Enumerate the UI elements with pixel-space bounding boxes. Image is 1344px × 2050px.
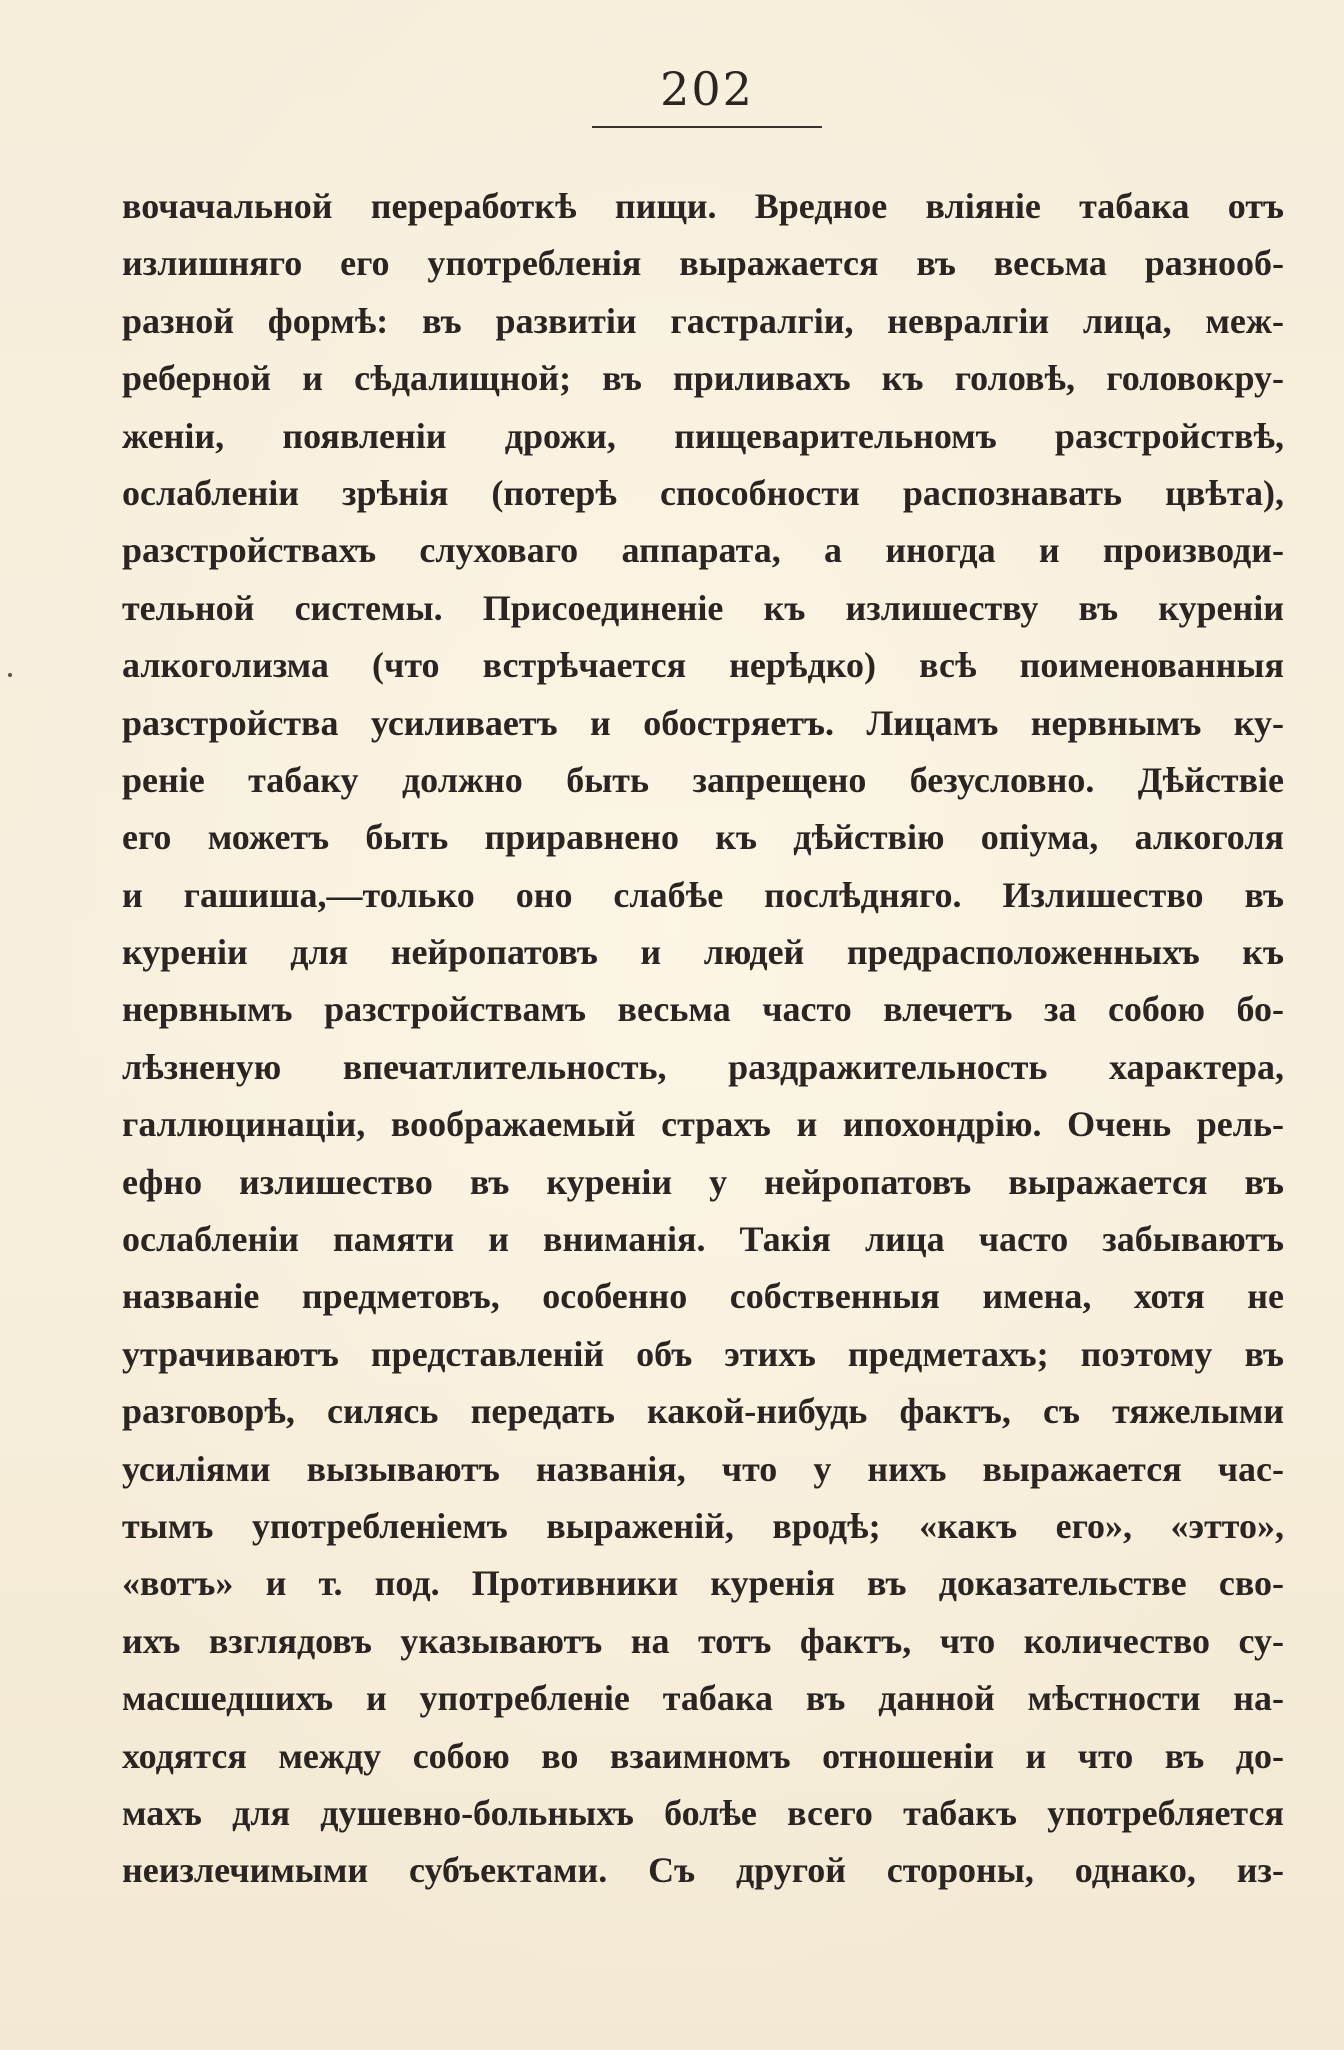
text-line: неизлечимыми субъектами. Съ другой стороны, однако, из- — [122, 1850, 1284, 1891]
text-line: ихъ взглядовъ указываютъ на тотъ фактъ, что количество су- — [122, 1620, 1284, 1661]
text-line: ослабленіи памяти и вниманія. Такія лица часто забываютъ — [122, 1219, 1284, 1260]
body-text — [122, 178, 1284, 1900]
text-line: разстройствахъ слуховаго аппарата, а иногда и производи- — [122, 530, 1284, 571]
text-line: реберной и сѣдалищной; въ приливахъ къ головѣ, головокру- — [122, 358, 1284, 399]
text-line: алкоголизма (что встрѣчается нерѣдко) всѣ поименованныя — [122, 645, 1284, 686]
text-line: махъ для душевно-больныхъ болѣе всего табакъ употребляется — [122, 1792, 1284, 1833]
text-line: реніе табаку должно быть запрещено безусловно. Дѣйствіе — [122, 759, 1284, 800]
text-line: куреніи для нейропатовъ и людей предрасположенныхъ къ — [122, 932, 1284, 973]
text-line: разговорѣ, силясь передать какой-нибудь фактъ, съ тяжелыми — [122, 1391, 1284, 1432]
text-line: усиліями вызываютъ названія, что у нихъ выражается час- — [122, 1448, 1284, 1489]
text-line: лѣзненую впечатлительность, раздражительность характера, — [122, 1046, 1284, 1087]
text-line: разной формѣ: въ развитіи гастралгіи, невралгіи лица, меж- — [122, 300, 1284, 341]
text-line: ослабленіи зрѣнія (потерѣ способности распознавать цвѣта), — [122, 472, 1284, 513]
text-line: вочачальной переработкѣ пищи. Вредное вліяніе табака отъ — [122, 186, 1284, 226]
text-line: женіи, появленіи дрожи, пищеварительномъ разстройствѣ, — [122, 415, 1284, 456]
text-line: названіе предметовъ, особенно собственныя имена, хотя не — [122, 1276, 1284, 1317]
text-line: ходятся между собою во взаимномъ отношеніи и что въ до- — [122, 1735, 1284, 1776]
text-line: тымъ употребленіемъ выраженій, вродѣ; «какъ его», «этто», — [122, 1505, 1284, 1546]
text-line: масшедшихъ и употребленіе табака въ данной мѣстности на- — [122, 1678, 1284, 1719]
header-rule — [592, 126, 822, 128]
text-line: «вотъ» и т. под. Противники куренія въ доказательстве сво- — [122, 1563, 1284, 1604]
text-line: ефно излишество въ куреніи у нейропатовъ выражается въ — [122, 1161, 1284, 1202]
page-number: 202 — [660, 62, 754, 116]
text-line: разстройства усиливаетъ и обостряетъ. Лицамъ нервнымъ ку- — [122, 702, 1284, 743]
text-line: излишняго его употребленія выражается въ весьма разнооб- — [122, 243, 1284, 284]
text-line: нервнымъ разстройствамъ весьма часто влечетъ за собою бо- — [122, 989, 1284, 1030]
text-line: тельной системы. Присоединеніе къ излишеству въ куреніи — [122, 587, 1284, 628]
text-line: галлюцинаціи, воображаемый страхъ и ипохондрію. Очень рель- — [122, 1104, 1284, 1145]
margin-speck — [8, 673, 12, 677]
text-line: его можетъ быть приравнено къ дѣйствію опіума, алкоголя — [122, 817, 1284, 858]
text-line: и гашиша,—только оно слабѣе послѣдняго. Излишество въ — [122, 874, 1284, 915]
text-line: утрачиваютъ представленій объ этихъ предметахъ; поэтому въ — [122, 1333, 1284, 1374]
